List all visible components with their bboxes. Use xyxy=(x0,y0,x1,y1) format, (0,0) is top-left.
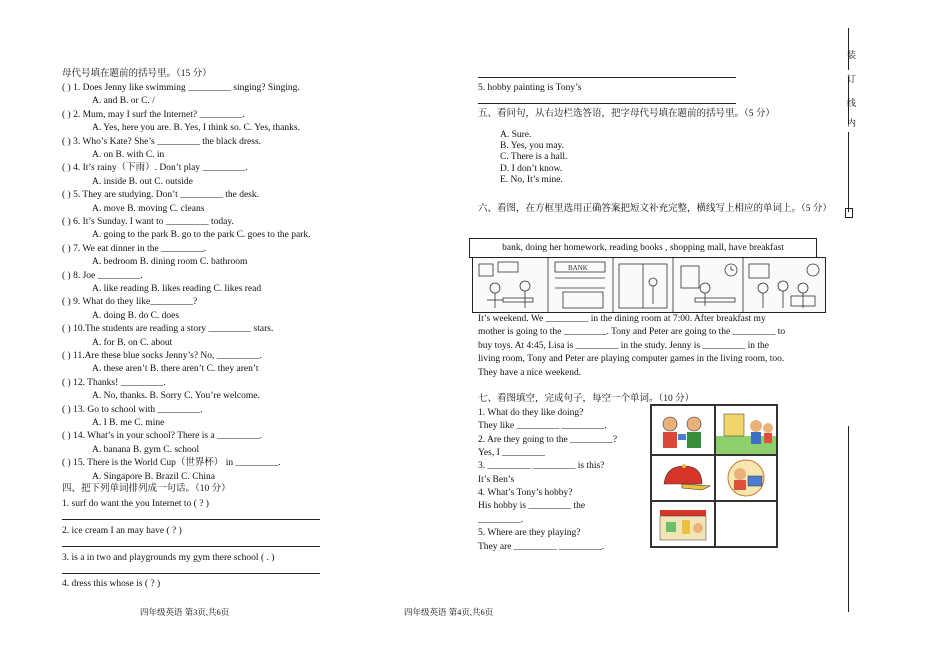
question-7: ( ) 7. We eat dinner in the _________. xyxy=(62,243,207,254)
question-12-options: A. No, thanks. B. Sorry C. You’re welcome. xyxy=(92,391,260,402)
picture-cell-empty xyxy=(715,501,777,547)
picture-cell xyxy=(651,455,715,501)
question-14-options: A. banana B. gym C. school xyxy=(92,444,200,455)
section7-line-3: 2. Are they going to the _________? xyxy=(478,435,618,445)
question-1-options: A. and B. or C. / xyxy=(92,96,155,107)
section6-title: 六、看图，在方框里选用正确答案把短文补充完整，横线写上相应的单词上。（5 分） xyxy=(478,204,832,214)
binding-line xyxy=(848,426,849,612)
section4-title: 四、把下列单词排列成一句话。（10 分） xyxy=(62,484,231,494)
svg-text:BANK: BANK xyxy=(568,264,588,272)
question-14: ( ) 14. What’s in your school? There is a _________. xyxy=(62,431,263,442)
passage-line-1: It’s weekend. We _________ in the dining room at 7:00. After breakfast my xyxy=(478,314,766,324)
answer-option-b: B. Yes, you may. xyxy=(500,141,565,151)
answer-line[interactable] xyxy=(62,573,320,574)
section7-line-4: Yes, I _________ xyxy=(478,448,545,458)
picture-cell xyxy=(651,501,715,547)
right-footer: 四年级英语 第4页,共6页 xyxy=(404,607,494,617)
picture-cell xyxy=(651,405,715,455)
question-13-options: A. I B. me C. mine xyxy=(92,418,165,428)
question-9-options: A. doing B. do C. does xyxy=(92,310,180,321)
question-10: ( ) 10.The students are reading a story _________ stars. xyxy=(62,324,274,335)
passage-line-4: living room, Tony and Peter are playing computer games in the living room, too. xyxy=(478,354,785,364)
question-13: ( ) 13. Go to school with _________. xyxy=(62,404,203,415)
cap-picture xyxy=(652,456,714,500)
section7-line-10: 5. Where are they playing? xyxy=(478,528,581,538)
question-3-options: A. on B. with C. in xyxy=(92,150,165,160)
question-3: ( ) 3. Who’s Kate? She’s _________ the black dress. xyxy=(62,136,262,147)
answer-option-a: A. Sure. xyxy=(500,130,532,140)
binding-line xyxy=(848,28,849,70)
children-talking-picture xyxy=(652,406,714,454)
question-4-options: A. inside B. out C. outside xyxy=(92,176,193,187)
picture-grid xyxy=(650,404,778,548)
playground-picture xyxy=(716,406,776,454)
question-1: ( ) 1. Does Jenny like swimming _________ singing? Singing. xyxy=(62,83,300,93)
question-6: ( ) 6. It’s Sunday. I want to _________ today. xyxy=(62,217,234,227)
question-6-options: A. going to the park B. go to the park C. goes to the park. xyxy=(92,230,311,241)
passage-line-5: They have a nice weekend. xyxy=(478,368,582,378)
reorder-item-4: 4. dress this whose is ( ? ) xyxy=(62,579,161,589)
question-11-options: A. these aren’t B. there aren’t C. they aren’t xyxy=(92,364,259,375)
section7-line-7: 4. What’s Tony’s hobby? xyxy=(478,488,573,498)
answer-line[interactable] xyxy=(62,519,320,520)
question-8-options: A. like reading B. likes reading C. likes read xyxy=(92,284,262,294)
question-8: ( ) 8. Joe _________. xyxy=(62,270,143,281)
section7-line-2: They like _________ _________. xyxy=(478,421,607,431)
shop-picture xyxy=(652,502,714,546)
answer-option-c: C. There is a hall. xyxy=(500,152,568,162)
question-4: ( ) 4. It’s rainy（下雨）. Don’t play _________. xyxy=(62,163,248,174)
margin-char: 内 xyxy=(847,118,857,128)
answer-line[interactable] xyxy=(62,546,320,547)
section7-line-9: _________. xyxy=(478,515,524,525)
weekend-picture-strip xyxy=(472,257,826,313)
answer-line[interactable] xyxy=(478,103,736,104)
question-15: ( ) 15. There is the World Cup（世界杯） in _________. xyxy=(62,458,281,469)
question-2: ( ) 2. Mum, may I surf the Internet? _________. xyxy=(62,109,245,120)
word-bank: bank, doing her homework, reading books , shopping mall, have breakfast xyxy=(469,238,817,258)
question-7-options: A. bedroom B. dining room C. bathroom xyxy=(92,257,248,268)
question-15-options: A. Singapore B. Brazil C. China xyxy=(92,471,215,482)
section7-line-8: His hobby is _________ the xyxy=(478,501,586,511)
question-2-options: A. Yes, here you are. B. Yes, I think so. C. Yes, thanks. xyxy=(92,123,300,134)
reorder-item-1: 1. surf do want the you Internet to ( ? ) xyxy=(62,499,209,509)
section7-line-1: 1. What do they like doing? xyxy=(478,408,584,418)
reorder-item-2: 2. ice cream I an may have ( ? ) xyxy=(62,526,182,536)
computer-picture xyxy=(716,456,776,500)
answer-option-d: D. I don’t know. xyxy=(500,164,563,174)
question-11: ( ) 11.Are these blue socks Jenny’s? No, _________. xyxy=(62,351,262,361)
binding-line xyxy=(848,132,849,212)
section5-title: 五、看问句，从右边栏选答语，把字母代号填在题前的括号里。（5 分） xyxy=(478,109,775,119)
margin-char: 订 xyxy=(847,74,857,84)
section7-line-11: They are _________ _________. xyxy=(478,542,605,552)
answer-option-e: E. No, It’s mine. xyxy=(500,175,563,185)
reorder-item-5: 5. hobby painting is Tony’s xyxy=(478,83,582,93)
left-footer: 四年级英语 第3页,共6页 xyxy=(140,607,230,617)
section7-line-6: It’s Ben’s xyxy=(478,475,515,485)
section7-title: 七、看图填空，完成句子，每空一个单词。（10 分） xyxy=(478,394,695,404)
passage-line-2: mother is going to the _________. Tony and Peter are going to the _________ to xyxy=(478,327,786,337)
question-12: ( ) 12. Thanks! _________. xyxy=(62,377,166,388)
section3-intro: 母代号填在题前的括号里。（15 分） xyxy=(62,69,212,79)
section7-line-5: 3. _________ _________ is this? xyxy=(478,461,605,471)
margin-char: 装 xyxy=(847,50,857,60)
reorder-item-3: 3. is a in two and playgrounds my gym there school ( . ) xyxy=(62,553,275,563)
picture-cell xyxy=(715,455,777,501)
question-5-options: A. move B. moving C. cleans xyxy=(92,203,205,214)
question-10-options: A. for B. on C. about xyxy=(92,337,173,348)
margin-char: 线 xyxy=(847,98,857,108)
passage-line-3: buy toys. At 4:45, Lisa is _________ in the study. Jenny is _________ in the xyxy=(478,341,769,351)
question-9: ( ) 9. What do they like_________? xyxy=(62,297,198,308)
answer-line[interactable] xyxy=(478,77,736,78)
picture-cell xyxy=(715,405,777,455)
question-5: ( ) 5. They are studying. Don’t _________ the desk. xyxy=(62,190,260,201)
binding-mark xyxy=(845,208,853,218)
